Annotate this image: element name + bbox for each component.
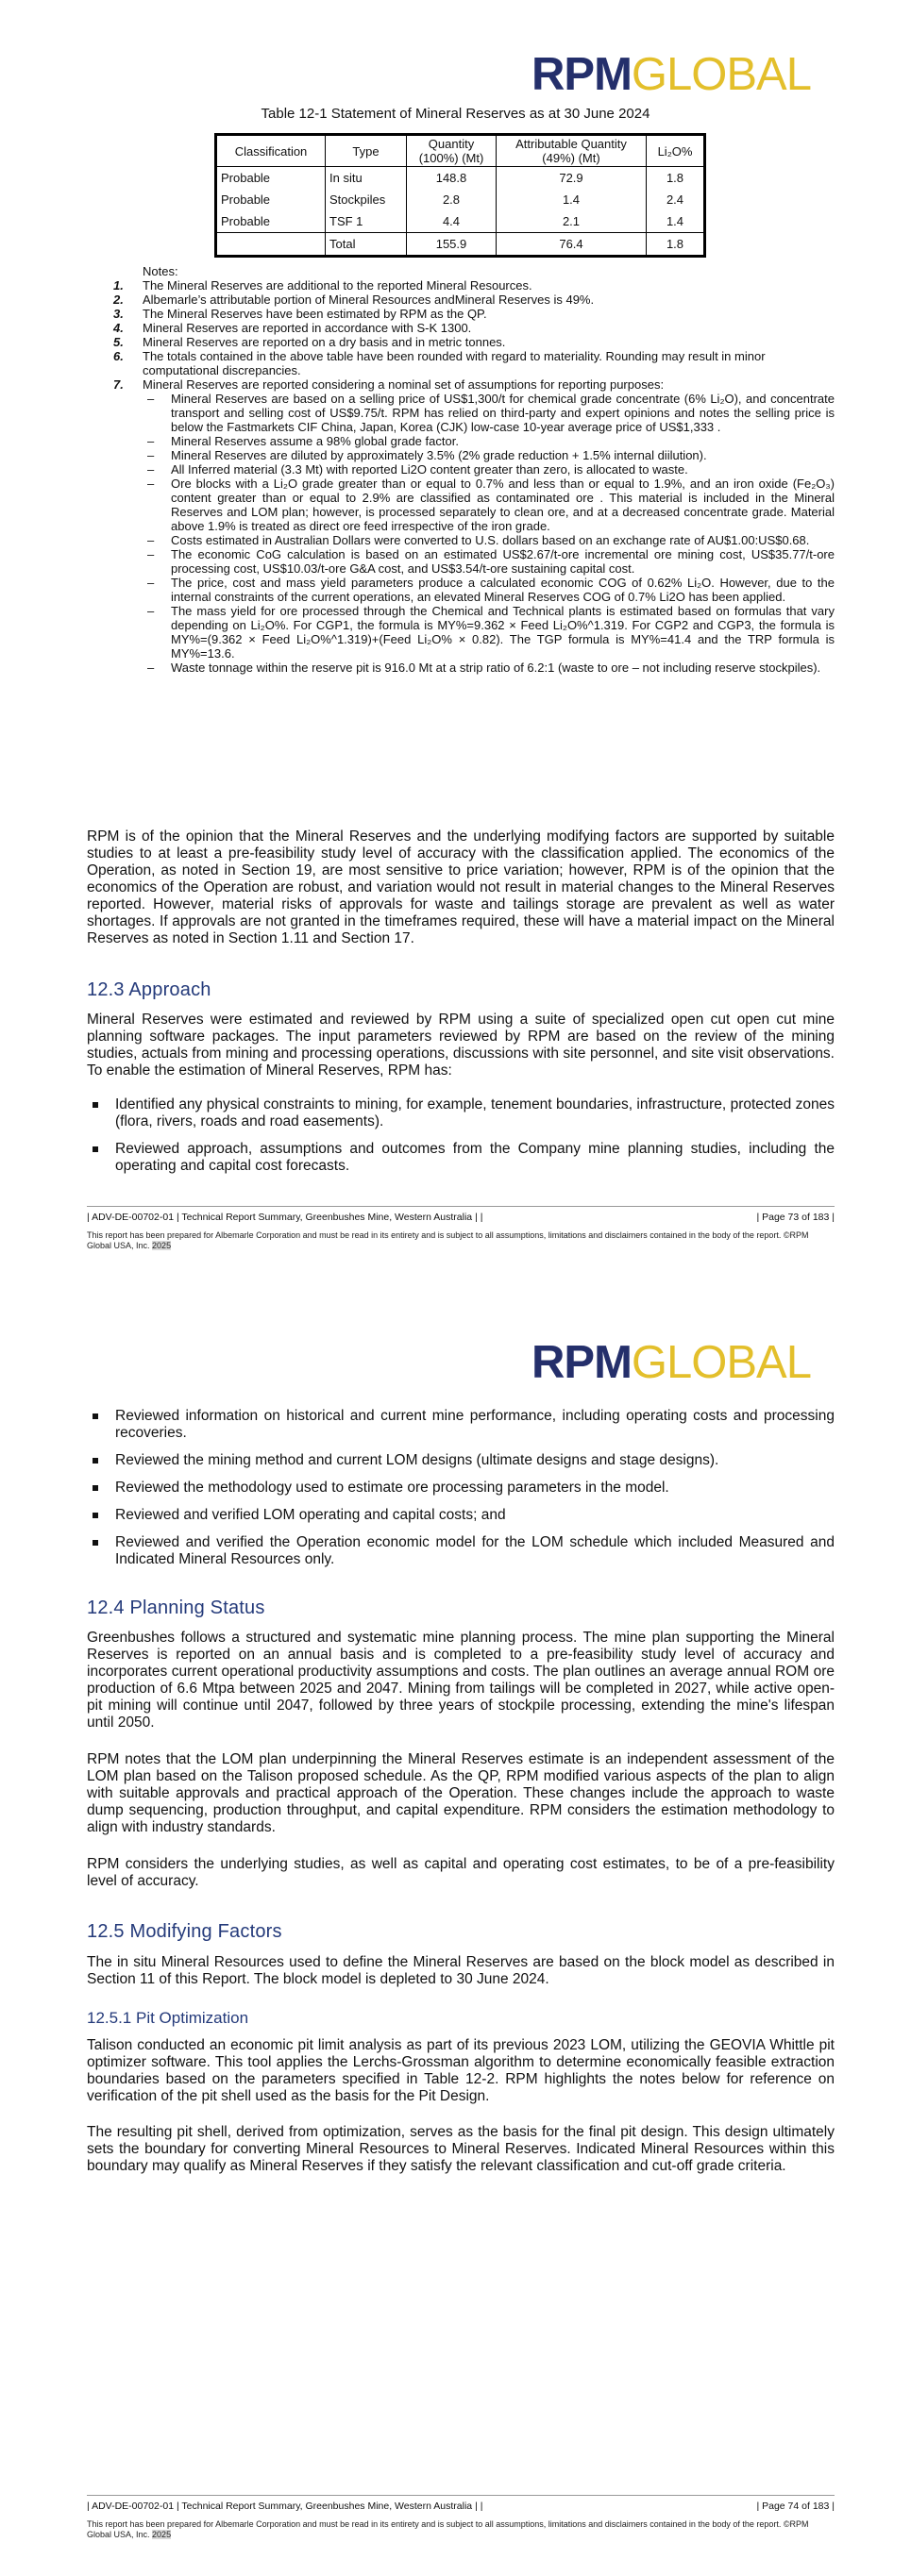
col-header: Attributable Quantity (49%) (Mt) — [497, 135, 647, 167]
footer-page-number: | Page 74 of 183 | — [756, 2501, 835, 2512]
section-heading-approach: 12.3 Approach — [87, 979, 211, 1000]
pit-optimization-paragraph-1: Talison conducted an economic pit limit analysis as part of its previous 2023 LOM, utilizing the GEOVIA Whittle pit optimizer software. This tool applies the Lerchs-Grossman algorithm to determine economically feasible extraction boundaries based on the parameters specified in Table 12-2. RPM highlights the notes below for reference on verification of the pit shell used as the basis for the Pit Design. — [87, 2037, 835, 2104]
bullet-item: Reviewed the mining method and current LOM designs (ultimate designs and stage designs). — [87, 1452, 835, 1469]
note-item: 3. The Mineral Reserves have been estimated by RPM as the QP. — [113, 307, 487, 321]
planning-paragraph-1: Greenbushes follows a structured and systematic mine planning process. The mine plan supporting the Mineral Reserves is reported on an annual basis and is completed to a pre-feasibility study level of accuracy and incorporates current operational productivity assumptions and costs. The plan outlines an average annual ROM ore production of 6.6 Mtpa between 2025 and 2047. Mining from tailings will be completed in 2027, while active open-pit mining will continue until 2047, followed by three years of stockpile processing, extending the mine's lifespan until 2050. — [87, 1630, 835, 1731]
footer-doc-ref: | ADV-DE-00702-01 | Technical Report Summary, Greenbushes Mine, Western Australia | | — [87, 1212, 483, 1223]
footer-doc-ref: | ADV-DE-00702-01 | Technical Report Summary, Greenbushes Mine, Western Australia | | — [87, 2501, 483, 2512]
sub-note: – Mineral Reserves assume a 98% global grade factor. — [143, 434, 835, 448]
sub-note: – Mineral Reserves are diluted by approximately 3.5% (2% grade reduction + 1.5% internal diilution). — [143, 448, 835, 462]
table-row: Probable TSF 1 4.4 2.1 1.4 — [216, 210, 705, 233]
bullet-item: Reviewed approach, assumptions and outcomes from the Company mine planning studies, including the operating and capital cost forecasts. — [87, 1141, 835, 1175]
note-item: 1. The Mineral Reserves are additional to the reported Mineral Resources. — [113, 278, 532, 293]
section-heading-modifying-factors: 12.5 Modifying Factors — [87, 1921, 282, 1942]
col-header: Li₂O% — [647, 135, 705, 167]
section-heading-planning-status: 12.4 Planning Status — [87, 1597, 265, 1618]
bullet-item: Reviewed the methodology used to estimate ore processing parameters in the model. — [87, 1480, 835, 1497]
sub-note: – All Inferred material (3.3 Mt) with reported Li2O content greater than zero, is allocated to waste. — [143, 462, 835, 477]
col-header: Classification — [216, 135, 326, 167]
sub-note: – Mineral Reserves are based on a selling price of US$1,300/t for chemical grade concentrate (6% Li₂O), and concentrate transport and selling cost of US$9.75/t. RPM has relied on third-party and expert opinions and notes the selling price is below the Fastmarkets CIF China, Japan, Korea (CJK) low-case 10-year average price of US$1,333 . — [143, 392, 835, 434]
bullet-item: Reviewed and verified the Operation economic model for the LOM schedule which included Measured and Indicated Mineral Resources only. — [87, 1534, 835, 1568]
review-bullet-list — [87, 1408, 835, 1579]
table-total-row: Total 155.9 76.4 1.8 — [216, 233, 705, 257]
sub-note: – The mass yield for ore processed through the Chemical and Technical plants is estimated based on formulas that vary depending on Li₂O%. For CGP1, the formula is MY%=9.362 × Feed Li₂O%^1.319. For CGP2 and CGP3, the formula is MY%=(9.362 × Feed Li₂O%^1.319)+(Feed Li₂O% × 0.82). The TGP formula is MY%=41.4 and the TRP formula is MY%=13.6. — [143, 604, 835, 661]
sub-note: – Waste tonnage within the reserve pit is 916.0 Mt at a strip ratio of 6.2:1 (waste to ore – not including reserve stockpiles). — [143, 661, 835, 675]
approach-bullet-list — [87, 1096, 835, 1185]
note-item: 4. Mineral Reserves are reported in accordance with S-K 1300. — [113, 321, 472, 335]
note-item: 7. Mineral Reserves are reported considering a nominal set of assumptions for reporting purposes: – Mineral Reserves are based on a selling price of US$1,300/t for chemical grade concentrate (6% Li₂O), and concentrate transport and selling cost of US$9.75/t. RPM has relied on third-party and expert opinions and notes the selling price is below the Fastmarkets CIF China, Japan, Korea (CJK) low-case 10-year average price of US$1,333 . – Mineral Reserves assume a 98% global grade factor. – Mineral Reserves are diluted by approximately 3.5% (2% grade reduction + 1.5% internal diilution). – All Inferred material (3.3 Mt) with reported Li2O content greater than zero, is allocated to waste. – Ore blocks with a Li₂O grade greater than or equal to 0.7% and less than or equal to 1.9%, and an iron oxide (Fe₂O₃) content greater than or equal to 2.9% are classified as contaminated ore . This material is included in the Mineral Reserves and LOM plan; however, is processed separately to clean ore, and at a decreased concentrate grade. Material above 1.9% is treated as direct ore feed irrespective of the iron grade. – Costs estimated in Australian Dollars were converted to U.S. dollars based on an exchange rate of AU$1.00:US$0.68. – The economic CoG calculation is based on an estimated US$2.67/t-ore incremental ore mining cost, US$35.77/t-ore processing cost, US$10.03/t-ore G&A cost, and US$3.54/t-ore sustaining capital cost. – The price, cost and mass yield parameters produce a calculated economic COG of 0.62% Li₂O. However, due to the internal constraints of the current operations, an elevated Mineral Reserves COG of 0.7% Li2O has been applied. – The mass yield for ore processed through the Chemical and Technical plants is estimated based on formulas that vary depending on Li₂O%. For CGP1, the formula is MY%=9.362 × Feed Li₂O%^1.319. For CGP2 and CGP3, the formula is MY%=(9.362 × Feed Li₂O%^1.319)+(Feed Li₂O% × 0.82). The TGP formula is MY%=41.4 and the TRP formula is MY%=13.6. – Waste tonnage within the reserve pit is 916.0 Mt at a strip ratio of 6.2:1 (waste to ore – not including reserve stockpiles). — [113, 377, 835, 675]
table-row: Probable Stockpiles 2.8 1.4 2.4 — [216, 189, 705, 210]
reserves-opinion-paragraph: RPM is of the opinion that the Mineral Reserves and the underlying modifying factors are supported by suitable studies to at least a pre-feasibility study level of accuracy with the classification applied. The economics of the Operation, as noted in Section 19, are most sensitive to price variation; however, RPM is of the opinion that the economics of the Operation are robust, and variation would not result in material changes to the Mineral Reserves reported. However, material risks of approvals for waste and tailings storage are prevalent as well as water shortages. If approvals are not granted in the timeframes required, these will have a material impact on the Mineral Reserves as noted in Section 1.11 and Section 17. — [87, 828, 835, 946]
mineral-reserves-table — [214, 133, 706, 258]
footer-disclaimer: This report has been prepared for Albemarle Corporation and must be read in its entirety and is subject to all assumptions, limitations and disclaimers contained in the body of the report. ©RPM Global USA, Inc. 2025 — [87, 2519, 809, 2539]
page-74 — [0, 1288, 911, 2576]
pit-optimization-paragraph-2: The resulting pit shell, derived from optimization, serves as the basis for the final pit design. This design ultimately sets the boundary for converting Mineral Resources to Mineral Reserves. Indicated Mineral Resources within this boundary may qualify as Mineral Reserves if they satisfy the relevant classification and cut-off grade criteria. — [87, 2124, 835, 2174]
approach-paragraph: Mineral Reserves were estimated and reviewed by RPM using a suite of specialized open cut open cut mine planning software packages. The input parameters reviewed by RPM are based on the review of the mining studies, actuals from mining and processing operations, discussions with site personnel, and site visit observations. To enable the estimation of Mineral Reserves, RPM has: — [87, 1012, 835, 1079]
notes-list — [113, 278, 835, 675]
modifying-factors-paragraph: The in situ Mineral Resources used to define the Mineral Reserves are based on the block model as described in Section 11 of this Report. The block model is depleted to 30 June 2024. — [87, 1954, 835, 1987]
sub-note: – The economic CoG calculation is based on an estimated US$2.67/t-ore incremental ore mining cost, US$35.77/t-ore processing cost, US$10.03/t-ore G&A cost, and US$3.54/t-ore sustaining capital cost. — [143, 547, 835, 576]
bullet-item: Identified any physical constraints to mining, for example, tenement boundaries, infrastructure, protected zones (flora, rivers, roads and road easements). — [87, 1096, 835, 1130]
note-item: 6. The totals contained in the above table have been rounded with regard to materiality. Rounding may result in minor computational discrepancies. — [113, 349, 766, 377]
sub-note: – Ore blocks with a Li₂O grade greater than or equal to 0.7% and less than or equal to 1.9%, and an iron oxide (Fe₂O₃) content greater than or equal to 2.9% are classified as contaminated ore . This material is included in the Mineral Reserves and LOM plan; however, is processed separately to clean ore, and at a decreased concentrate grade. Material above 1.9% is treated as direct ore feed irrespective of the iron grade. — [143, 477, 835, 533]
sub-note: – Costs estimated in Australian Dollars were converted to U.S. dollars based on an exchange rate of AU$1.00:US$0.68. — [143, 533, 835, 547]
footer-disclaimer: This report has been prepared for Albemarle Corporation and must be read in its entirety and is subject to all assumptions, limitations and disclaimers contained in the body of the report. ©RPM Global USA, Inc. 2025 — [87, 1230, 809, 1250]
rpm-global-logo: RPMGLOBAL — [531, 1337, 811, 1388]
planning-paragraph-3: RPM considers the underlying studies, as well as capital and operating cost estimates, to be of a pre-feasibility level of accuracy. — [87, 1856, 835, 1889]
col-header: Type — [326, 135, 407, 167]
footer-page-number: | Page 73 of 183 | — [756, 1212, 835, 1223]
sub-note: – The price, cost and mass yield parameters produce a calculated economic COG of 0.62% Li₂O. However, due to the internal constraints of the current operations, an elevated Mineral Reserves COG of 0.7% Li2O has been applied. — [143, 576, 835, 604]
footer-divider — [87, 1206, 835, 1207]
note-item: 5. Mineral Reserves are reported on a dry basis and in metric tonnes. — [113, 335, 506, 349]
note-item: 2. Albemarle’s attributable portion of Mineral Resources andMineral Reserves is 49%. — [113, 293, 595, 307]
notes-heading: Notes: — [143, 264, 178, 278]
table-caption: Table 12-1 Statement of Mineral Reserves as at 30 June 2024 — [261, 106, 650, 122]
planning-paragraph-2: RPM notes that the LOM plan underpinning the Mineral Reserves estimate is an independent assessment of the LOM plan based on the Talison proposed schedule. As the QP, RPM modified various aspects of the plan to align with suitable approvals and practical approach of the Operation. These changes include the approach to waste dump sequencing, production throughput, and capital expenditure. RPM considers the estimation methodology to align with industry standards. — [87, 1751, 835, 1835]
bullet-item: Reviewed information on historical and current mine performance, including operating costs and processing recoveries. — [87, 1408, 835, 1442]
footer-divider — [87, 2495, 835, 2496]
col-header: Quantity (100%) (Mt) — [407, 135, 497, 167]
sub-notes-list — [143, 392, 835, 675]
bullet-item: Reviewed and verified LOM operating and capital costs; and — [87, 1507, 835, 1524]
rpm-global-logo: RPMGLOBAL — [531, 49, 811, 100]
table-row: Probable In situ 148.8 72.9 1.8 — [216, 167, 705, 190]
section-heading-pit-optimization: 12.5.1 Pit Optimization — [87, 2009, 249, 2027]
